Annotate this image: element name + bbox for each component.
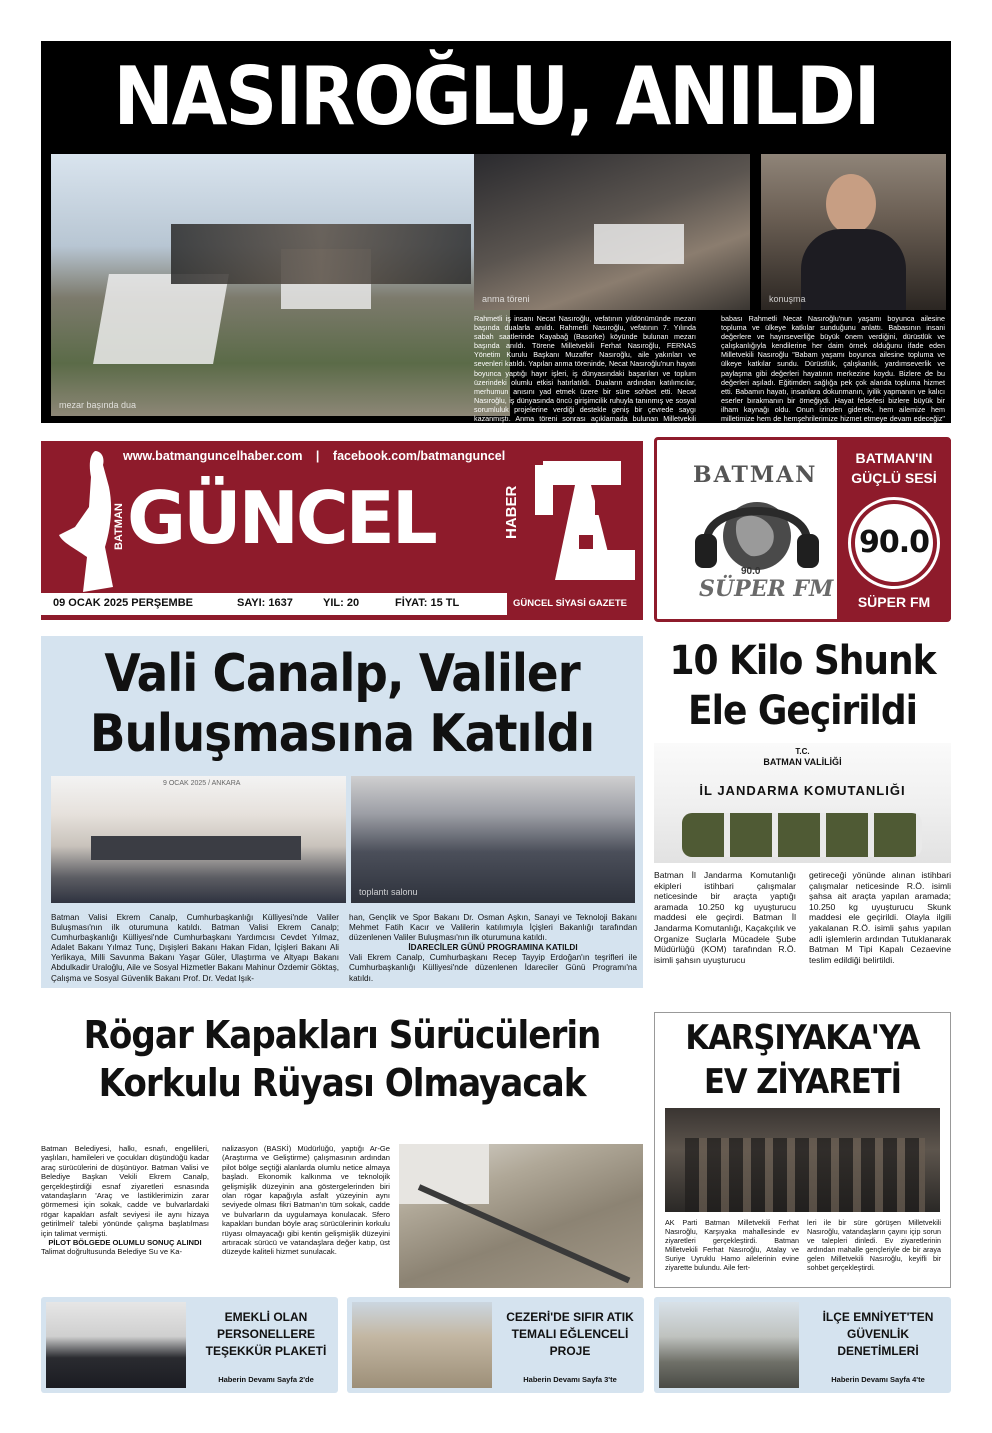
- teaser-1[interactable]: [41, 1297, 338, 1393]
- vali-headline-1: Vali Canalp, Valiler: [104, 644, 580, 704]
- shunk-sign-3: İL JANDARMA KOMUTANLIĞI: [699, 783, 906, 798]
- karsiyaka-col-2-text: leri ile bir süre görüşen Milletvekili Nasıroğlu, vatandaşların çayını içip sorun ve talepleri dinledi. Ev ziyaretlerinin ardından mahalle gençleriyle de bir araya gelen Milletvekili Nasıroğlu, keyifli bir sohbet gerçekleştirdi.: [807, 1218, 941, 1272]
- issue-price: FİYAT: 15 TL: [395, 597, 460, 609]
- vali-story: [41, 636, 643, 988]
- tagline-box: [507, 593, 643, 615]
- karsiyaka-headline-1: KARŞIYAKA'YA: [685, 1018, 920, 1058]
- masthead-small-right: HABER: [503, 485, 520, 539]
- vali-subhead: İDARECİLER GÜNÜ PROGRAMINA KATILDI: [408, 943, 578, 953]
- karsiyaka-story: [654, 1012, 951, 1288]
- shunk-headline-1: 10 Kilo Shunk: [669, 638, 936, 684]
- vali-col-2b-text: Vali Ekrem Canalp, Cumhurbaşkanı Recep Tayyip Erdoğan'ın teşrifleri ile Cumhurbaşkanlığı Külliyesi'nde düzenlenen İdareciler Günü Programı'na katıldı.: [349, 953, 637, 983]
- top-story-col-2-text: babası Rahmetli Necat Nasıroğlu'nun yaşamı boyunca ailesine topluma ve ülkeye katkılar sunduğunu anlattı. Babasının insani değerlere ve hayırseverliğe büyük önem verdiğini, dürüstlük ve çalışkanlığıyla kendilerine her daim örnek olduğunu ifade eden Milletvekili Nasıroğlu "Babam yaşamı boyunca ailesine topluma ve ülkeye katkılar sundu. Dürüstlük, çalışkanlık, yardımseverlik ve paylaşma gibi değerleri hayatının merkezine koydu. Bizlere de bu değerleri aşıladı. Eğitimden sağlığa pek çok alanda topluma hizmet etti. Babamın hayatı, insanlara dokunmanın, iyilik yapmanın ve kalıcı eserler bırakmanın bir örneğiydi. Hayat felsefesi bizlere büyük bir ilham kaynağı oldu. Onun izinden giderek, hem ailemize hem milletimize hem de hemşehrilerimize hizmet etmeye devam edeceğiz" dedi.: [721, 314, 945, 433]
- teaser-2-more[interactable]: Haberin Devamı Sayfa 3'te: [523, 1375, 617, 1384]
- masthead: [41, 441, 643, 620]
- issue-number: SAYI: 1637: [237, 597, 293, 609]
- radio-logo-bottom: SÜPER FM: [699, 576, 834, 602]
- shunk-col-1-text: Batman İl Jandarma Komutanlığı ekipleri istihbari çalışmalar neticesinde bir araçta yaptığı aramada 10.250 kg uyuşturucu maddesi ele geçirdi. Batman İl Jandarma Komutanlığı, Kaçakçılık ve Organize Suçlarla Mücadele Şube Müdürlüğü (KOM) tarafından R.Ö. isimli şahsın uyuşturucu: [654, 870, 796, 965]
- top-story-photo-3-label: konuşma: [769, 294, 806, 304]
- top-story-col-1: [474, 314, 696, 432]
- shunk-sign-2: BATMAN VALİLİĞİ: [763, 757, 842, 767]
- oil-pump-icon: [535, 455, 640, 585]
- issue-year: YIL: 20: [323, 597, 360, 609]
- link-separator: |: [315, 449, 320, 463]
- masthead-title: GÜNCEL: [127, 476, 435, 560]
- facebook-link[interactable]: facebook.com/batmanguncel: [332, 449, 506, 463]
- vali-col-2: [349, 913, 637, 984]
- rogar-subhead: PİLOT BÖLGEDE OLUMLU SONUÇ ALINDI: [48, 1238, 202, 1248]
- top-story-col-1-text: Rahmetli iş insanı Necat Nasıroğlu, vefatının yıldönümünde mezarı başında dualarla anıldı. Rahmetli Nasıroğlu, vefatının 7. Yılında sabah saatlerinde Kayabağ (Basorke) köyünde bulunan mezarı başında anıldı. Törene Milletvekili Ferhat Nasıroğlu, FERNAS Yönetim Kurulu Başkanı Muzaffer Nasıroğlu, aile yakınları ve sevenleri katıldı. Yapılan anma töreninde, Necat Nasıroğlu'nun hayatı boyunca yaptığı hayır işleri, iş dünyasındaki başarıları ve toplum üzerindeki olumlu etkisi hatırlatıldı. Duaların ardından katılımcılar, merhumun anısını yad etmek üzere bir süre sohbet etti. Necat Nasıroğlu, iş dünyasında öncü girişimcilik ruhuyla tanınmış ve sosyal sorumluluk projelerine verdiği destekle geniş bir çevrede saygı kazanmıştı. Anma töreni sonrası açıklamada bulunan Milletvekili Ferhat Nasıroğlu,: [474, 314, 696, 433]
- radio-station: SÜPER FM: [857, 594, 931, 610]
- shunk-photo: [654, 743, 951, 863]
- radio-logo-freq: 90.0: [741, 566, 761, 577]
- teaser-1-more[interactable]: Haberin Devamı Sayfa 2'de: [218, 1375, 314, 1384]
- vali-headline-2: Buluşmasına Katıldı: [89, 704, 595, 764]
- top-story-photo-speaker: [761, 154, 946, 310]
- radio-frequency: 90.0: [858, 525, 930, 560]
- vali-col-2a-text: han, Gençlik ve Spor Bakanı Dr. Osman Aşkın, Sanayi ve Teknoloji Bakanı Mehmet Fatih Kacır ve Valilerin katılımıyla İçişleri Bakanlığı tarafından düzenlenen Valiler Buluşması'nın ilk oturumuna katıldı.: [349, 913, 637, 943]
- masthead-links: [123, 449, 505, 463]
- shunk-col-1: [654, 870, 796, 965]
- vali-photo-2-label: toplantı salonu: [359, 887, 418, 897]
- shunk-headline-2: Ele Geçirildi: [688, 688, 917, 734]
- karsiyaka-headline-2: EV ZİYARETİ: [703, 1062, 902, 1102]
- radio-frequency-circle: [851, 500, 937, 586]
- teaser-2[interactable]: [347, 1297, 644, 1393]
- top-story-headline: NASIROĞLU, ANILDI: [113, 50, 879, 143]
- teaser-2-title: CEZERİ'DE SIFIR ATIK TEMALI EĞLENCELİ PROJE: [506, 1310, 634, 1358]
- karsiyaka-col-1: [665, 1218, 799, 1272]
- teaser-2-photo: [352, 1302, 492, 1388]
- radio-ad: [654, 437, 951, 622]
- rogar-col-1-text: Batman Belediyesi, halkı, esnafı, engellileri, yaşlıları, hamileleri ve çocukları düşündüğü kadar araç sürücülerini de düşünüyor. Batman Valisi ve Belediye Başkan Vekili Ekrem Canalp, gerçekleştirdiği esnaf ziyaretleri esnasında vatandaşların 'Araç ve lastiklerimizin zarar görmemesi için sokak, cadde ve bulvarlardaki rögar kapakları asfalt seviyesi ile aynı hizaya getirilmeli' talebi yönünde çalışma başlatılması için talimat vermişti.: [41, 1144, 209, 1238]
- tagline: GÜNCEL SİYASİ GAZETE: [513, 598, 628, 609]
- teaser-3-more[interactable]: Haberin Devamı Sayfa 4'te: [831, 1375, 925, 1384]
- rogar-headline-1: Rögar Kapakları Sürücülerin: [83, 1013, 601, 1057]
- top-story-box: [41, 41, 951, 433]
- top-story-col-2: [721, 314, 945, 432]
- rogar-col-2: [222, 1144, 390, 1257]
- rogar-headline-2: Korkulu Rüyası Olmayacak: [98, 1061, 586, 1105]
- radio-slogan-2: GÜÇLÜ SESİ: [851, 470, 937, 486]
- karsiyaka-col-2: [807, 1218, 941, 1272]
- shunk-col-2: [809, 870, 951, 965]
- issue-date: 09 OCAK 2025 PERŞEMBE: [53, 597, 193, 609]
- rogar-photo: [399, 1144, 643, 1288]
- masthead-info-bar: [41, 593, 643, 615]
- vali-photo-audience: [351, 776, 635, 903]
- shunk-col-2-text: getireceği yönünde alınan istihbari çalışmalar neticesinde R.Ö. isimli şahsa ait araçta yapılan aramada; 10.250 kg uyuşturucu Skunk maddesi ele geçirildi. Olayla ilgili yakalanan R.Ö. isimli şahıs yapılan adli işlemlerin ardından Tutuklanarak Batman M Tipi Kapalı Cezaevine teslim edildiği belirtildi.: [809, 870, 951, 965]
- teaser-3-title: İLÇE EMNİYET'TEN GÜVENLİK DENETİMLERİ: [822, 1310, 934, 1358]
- vali-col-1-text: Batman Valisi Ekrem Canalp, Cumhurbaşkanlığı Külliyesi'nde Valiler Buluşması'nın ilk oturumuna katıldı. Batman Valisi Ekrem Canalp; Cumhurbaşkanlığı Külliyesi'nde Cumhurbaşkanı Yardımcısı Cevdet Yılmaz, Adalet Bakanı Yılmaz Tunç, Dışişleri Bakanı Hakan Fidan, İçişleri Bakanı Ali Yerlikaya, Milli Savunma Bakanı Yaşar Güler, Ulaştırma ve Altyapı Bakanı Abdulkadir Uraloğlu, Aile ve Sosyal Hizmetler Bakanı Mahinur Özdemir Göktaş, Çalışma ve Sosyal Güvenlik Bakanı Prof. Dr. Vedat Işık-: [51, 913, 339, 983]
- vali-photo-1-caption: 9 OCAK 2025 / ANKARA: [163, 780, 241, 787]
- radio-logo-top: BATMAN: [693, 462, 818, 488]
- vali-photo-panel: [51, 776, 346, 903]
- top-story-photo-1-label: mezar başında dua: [59, 400, 137, 410]
- shunk-sign-1: T.C.: [795, 747, 810, 756]
- karsiyaka-col-1-text: AK Parti Batman Milletvekili Ferhat Nasıroğlu, Karşıyaka mahallesinde ev ziyaretleri gerçekleştirdi. Batman Milletvekili Ferhat Nasıroğlu, Atalay ve Suriye Uyruklu Hamo ailelerinin evine ziyarette bulundu. Aile fert-: [665, 1218, 799, 1272]
- top-story-photo-ceremony: [474, 154, 750, 310]
- teaser-3[interactable]: [654, 1297, 951, 1393]
- website-link[interactable]: www.batmanguncelhaber.com: [123, 449, 303, 463]
- top-story-photo-cemetery: [51, 154, 510, 416]
- top-story-photo-2-label: anma töreni: [482, 294, 530, 304]
- karsiyaka-photo: [665, 1108, 940, 1212]
- rogar-col-1: [41, 1144, 209, 1257]
- teaser-1-title: EMEKLİ OLAN PERSONELLERE TEŞEKKÜR PLAKETİ: [205, 1310, 327, 1358]
- rogar-col-1b-text: Talimat doğrultusunda Belediye Su ve Ka-: [41, 1247, 182, 1257]
- teaser-3-photo: [659, 1302, 799, 1388]
- rogar-col-2-text: nalizasyon (BASKİ) Müdürlüğü, yaptığı Ar-Ge (Araştırma ve Geliştirme) çalışmasının ardından pilot bölge seçtiği alanlarda olumlu netice almaya başladı. Ekonomik kalkınma ve teknolojik gelişmişlik düzeyinin ana göstergelerinden biri olan rögar kapağıyla asfalt yüzeyinin aynı seviyede olması fikri Batman'ın tüm sokak, cadde ve bulvarların da uygulamaya konulacak. Sfero kapakları bundan böyle araç sürücülerinin korkulu rüyası olmayacağı gibi kentin gelişmişlik düzeyini artıracak sürücü ve vatandaşlara değer katıp, üst düzeyde kaliteli hizmet sunulacak.: [222, 1144, 390, 1257]
- radio-slogan-1: BATMAN'IN: [855, 450, 933, 466]
- teaser-1-photo: [46, 1302, 186, 1388]
- vali-col-1: [51, 913, 339, 984]
- masthead-small-left: BATMAN: [113, 503, 125, 551]
